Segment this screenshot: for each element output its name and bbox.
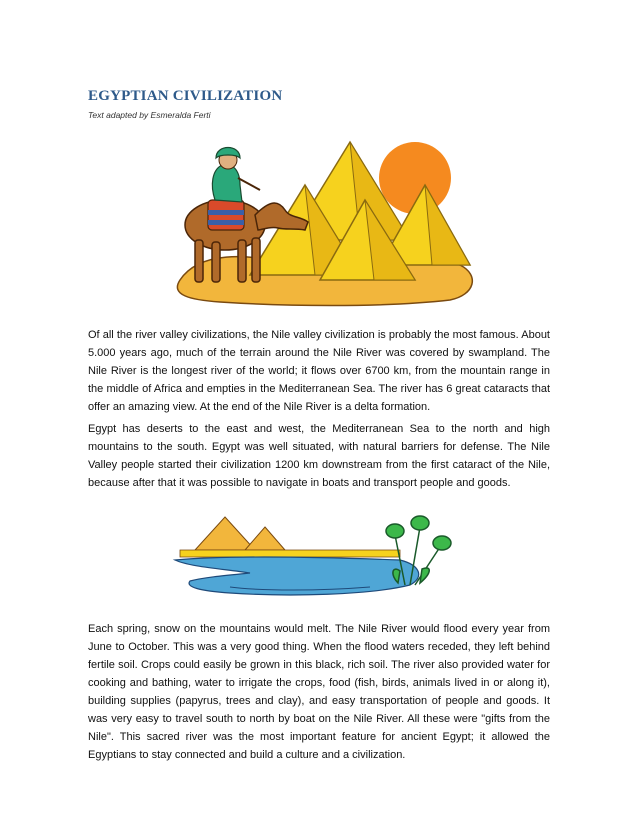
camel-pyramids-illustration xyxy=(160,130,480,310)
small-pyramid-left xyxy=(195,517,255,550)
rider xyxy=(212,148,260,203)
document-subtitle: Text adapted by Esmeralda Ferti xyxy=(88,110,211,120)
pyramid-right-shadow xyxy=(425,185,470,265)
paragraph-1: Of all the river valley civilizations, the Nile valley civilization is probably the most famous. About 5.000 years ago, much of the terrain around the Nile River was covered by swampland. The Nile River is the longest river of the world; it flows over 6700 km, from the mountain range in the middle of Africa and empties in the Mediterranean Sea. The river has 6 great cataracts that offer an amazing view. At the end of the Nile River is a delta formation. xyxy=(88,329,550,413)
nile-river-illustration xyxy=(170,505,460,605)
document-title: EGYPTIAN CIVILIZATION xyxy=(88,88,283,104)
river xyxy=(175,557,419,595)
small-pyramid-right xyxy=(245,527,285,550)
desert-strip xyxy=(180,550,400,557)
paragraph-2: Egypt has deserts to the east and west, the Mediterranean Sea to the north and high mountains to the south. Egypt was well situated, with natural barriers for defense. The Nile Valley people started their civilization 1200 km downstream from the first cataract of the Nile, because after that it was possible to navigate in boats and transport people and goods. xyxy=(88,423,550,489)
paragraph-3: Each spring, snow on the mountains would melt. The Nile River would flood every year from June to October. This was a very good thing. When the flood waters receded, they left behind fertile soil. Crops could easily be grown in this black, rich soil. The river also provided water for cooking and bathing, water to irrigate the crops, food (fish, birds, animals lived in or along it), building supplies (papyrus, trees and clay), and easy transportation of people and goods. It was very easy to travel south to north by boat on the Nile River. All these were "gifts from the Nile". This sacred river was the most important feature for ancient Egypt; it allowed the Egyptians to stay connected and build a culture and a civilization. xyxy=(88,623,550,761)
